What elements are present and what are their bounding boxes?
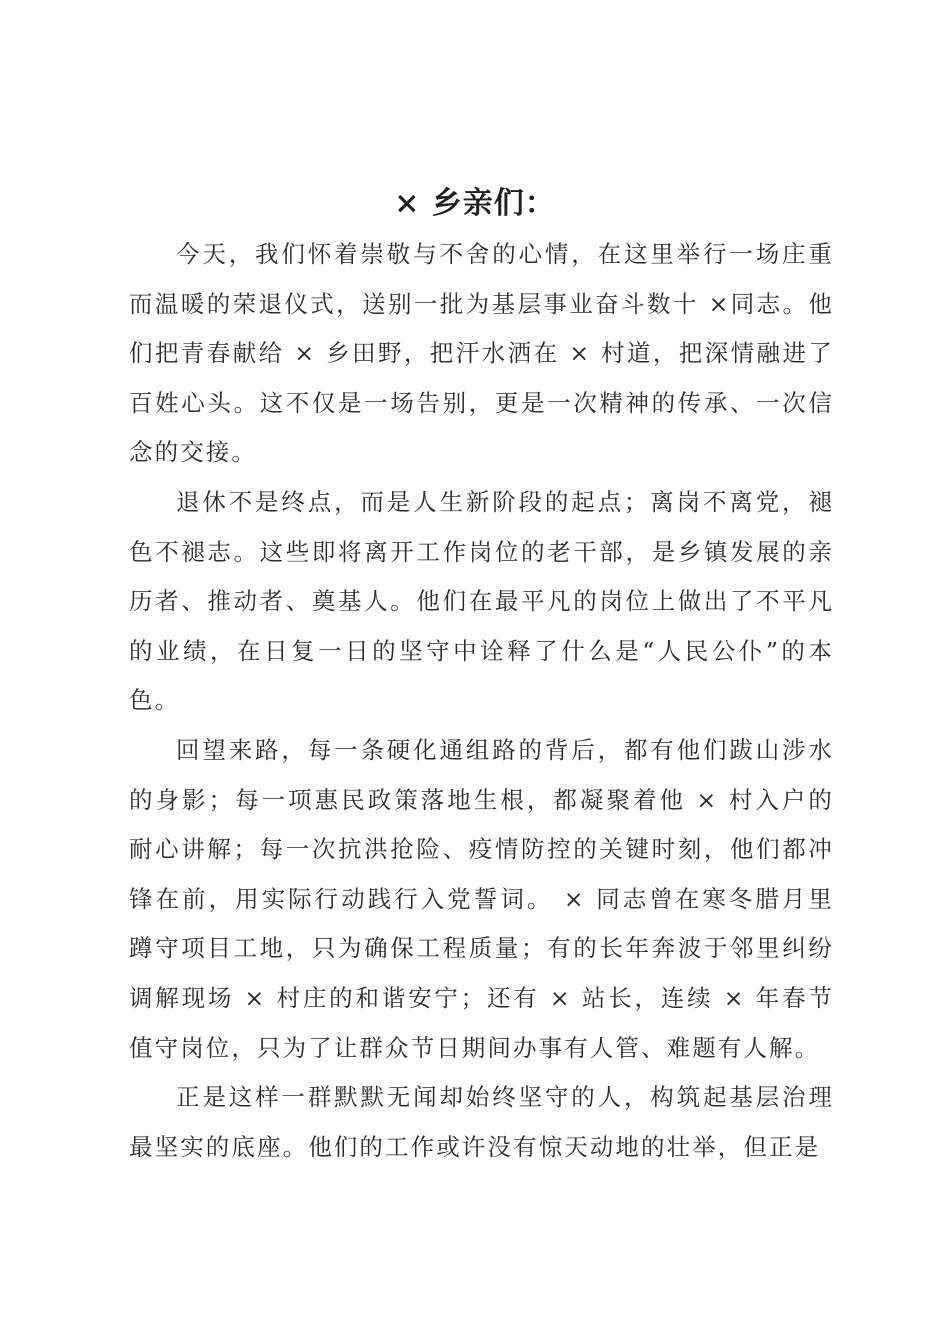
paragraph-2: 退休不是终点，而是人生新阶段的起点；离岗不离党，褪色不褪志。这些即将离开工作岗位的老干部，是乡镇发展的亲历者、推动者、奠基人。他们在最平凡的岗位上做出了不平凡的业绩，在日复一日的坚守中诠释了什么是“人民公仆”的本色。 bbox=[129, 487, 834, 715]
paragraph-4: 正是这样一群默默无闻却始终坚守的人，构筑起基层治理最坚实的底座。他们的工作或许没有惊天动地的壮举，但正是 bbox=[129, 1083, 834, 1161]
paragraph-3: 回望来路，每一条硬化通组路的背后，都有他们跋山涉水的身影；每一项惠民政策落地生根，都凝聚着他 × 村入户的耐心讲解；每一次抗洪抢险、疫情防控的关键时刻，他们都冲锋在前，用实际行动践行入党誓词。 × 同志曾在寒冬腊月里蹲守项目工地，只为确保工程质量；有的长年奔波于邻里纠纷调解现场 × 村庄的和谐安宁；还有 × 站长，连续 × 年春节值守岗位，只为了让群众节日期间办事有人管、难题有人解。 bbox=[129, 735, 834, 1062]
paragraph-1: 今天，我们怀着崇敬与不舍的心情，在这里举行一场庄重而温暖的荣退仪式，送别一批为基层事业奋斗数十 ×同志。他们把青春献给 × 乡田野，把汗水洒在 × 村道，把深情融进了百姓心头。这不仅是一场告别，更是一次精神的传承、一次信念的交接。 bbox=[129, 240, 834, 467]
document-body bbox=[129, 230, 834, 1172]
document-title: × 乡亲们： bbox=[394, 186, 556, 221]
